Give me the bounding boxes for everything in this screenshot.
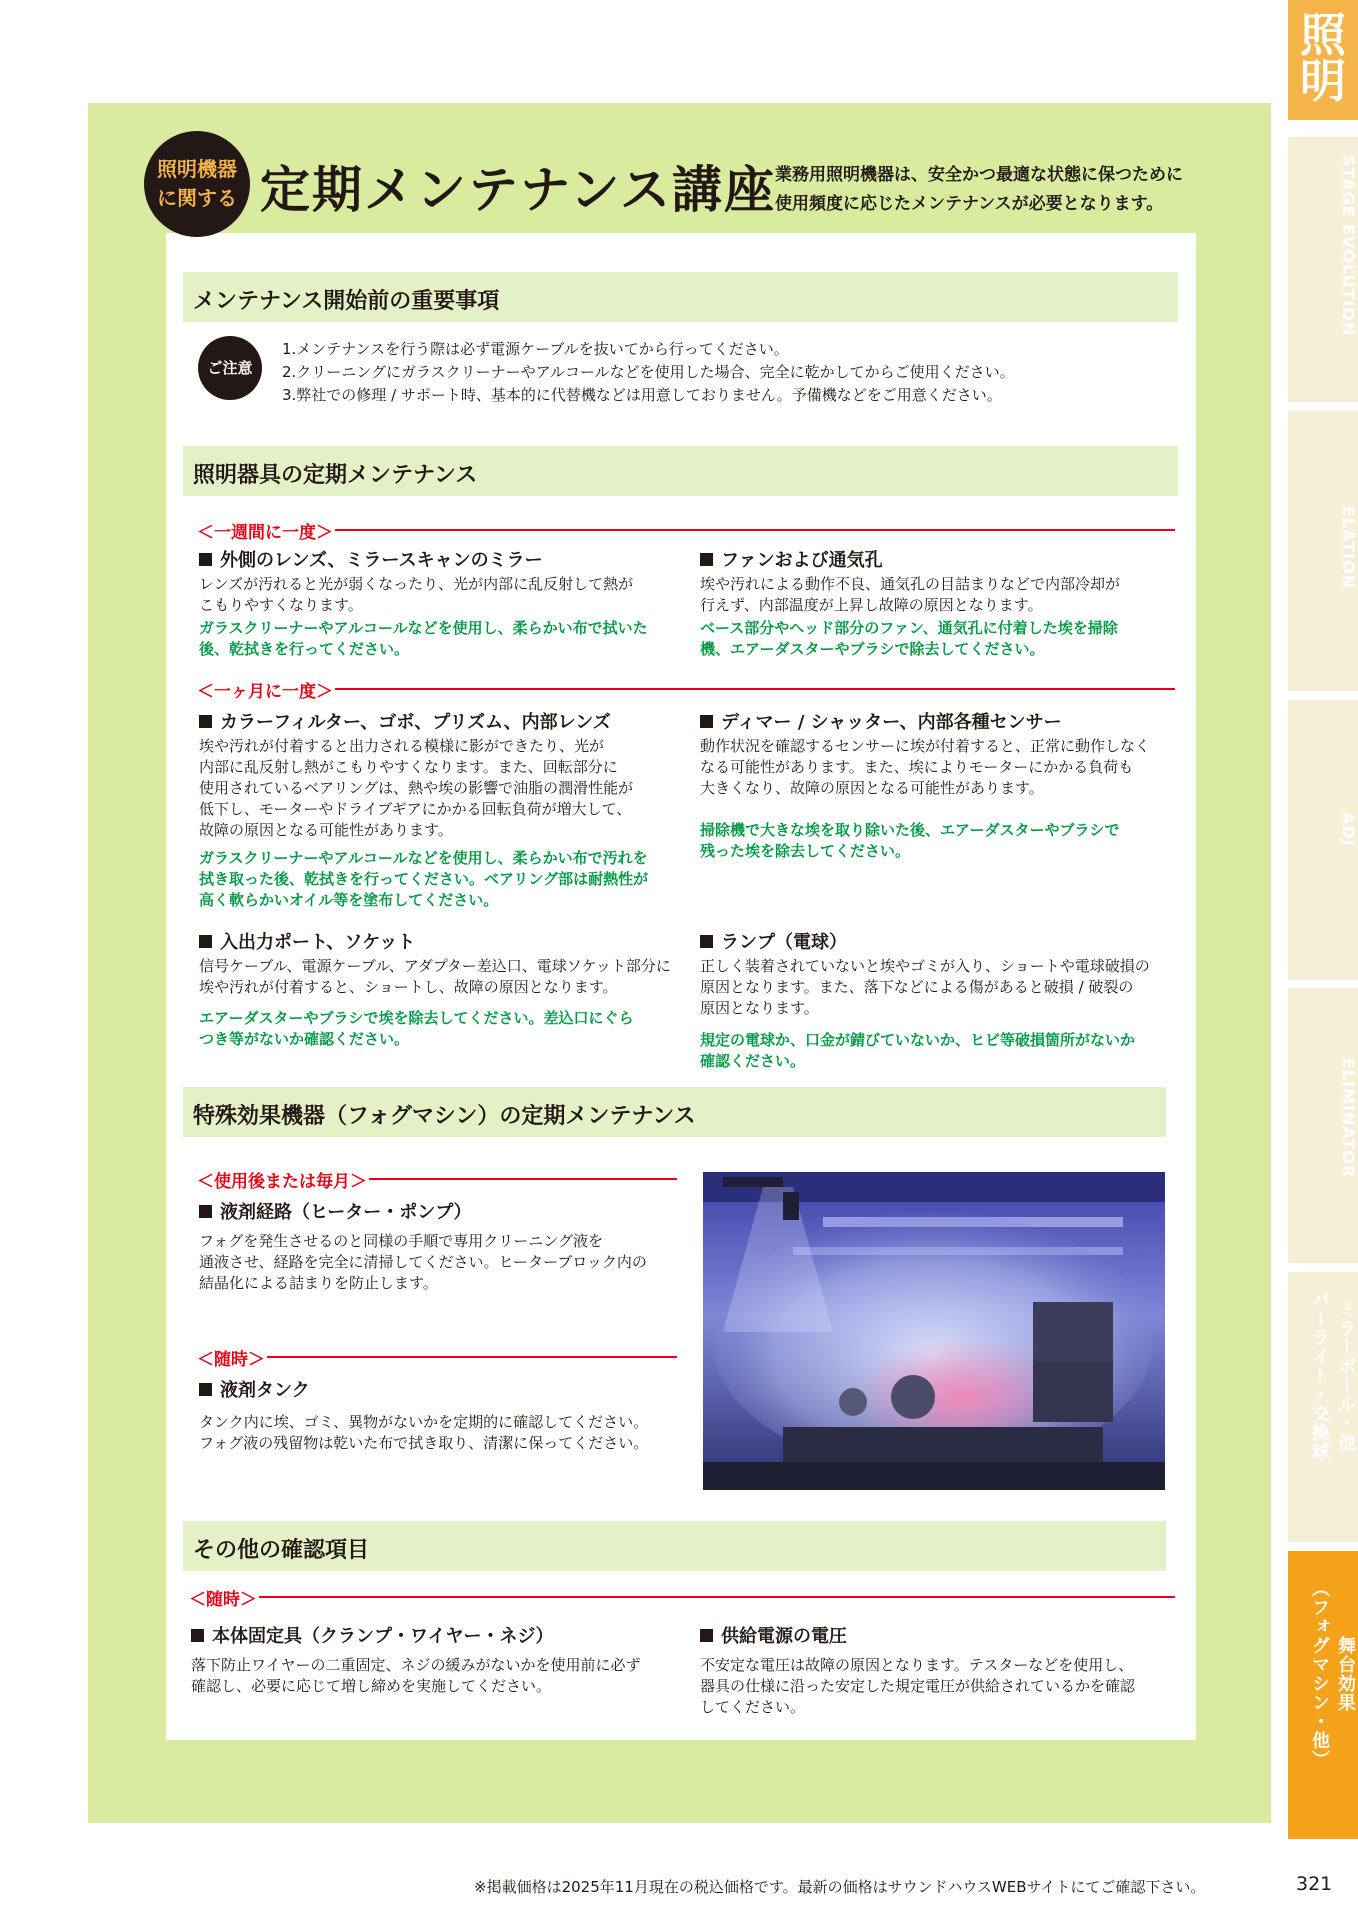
section-title: その他の確認項目 bbox=[193, 1538, 370, 1563]
text-line: 埃や汚れによる動作不良、通気孔の目詰まりなどで内部冷却が bbox=[700, 575, 1121, 593]
item-body bbox=[700, 574, 1180, 616]
text-line: してください。 bbox=[700, 1698, 806, 1716]
side-tab-stage-evolution[interactable] bbox=[1288, 137, 1358, 402]
item-body bbox=[700, 736, 1180, 799]
item-heading bbox=[199, 1376, 310, 1402]
text-line: 故障の原因となる可能性があります。 bbox=[199, 821, 453, 839]
text-line: タンク内に埃、ゴミ、異物がないかを定期的に確認してください。 bbox=[199, 1413, 649, 1431]
frequency-label: ＜一ヶ月に一度＞ bbox=[197, 677, 335, 702]
item-body bbox=[199, 1231, 689, 1294]
caution-note: 2.クリーニングにガラスクリーナーやアルコールなどを使用した場合、完全に乾かしてからご使用ください。 bbox=[282, 363, 1015, 381]
stage-illustration bbox=[703, 1172, 1165, 1490]
item-heading-text: ディマー / シャッター、内部各種センサー bbox=[721, 712, 1062, 733]
text-line: 確認し、必要に応じて増し締めを実施してください。 bbox=[191, 1677, 552, 1695]
side-tab-adj[interactable] bbox=[1288, 700, 1358, 980]
text-line: 通液させ、経路を完全に清掃してください。ヒーターブロック内の bbox=[199, 1253, 647, 1271]
frequency-label: ＜一週間に一度＞ bbox=[197, 518, 335, 543]
frequency-label: ＜随時＞ bbox=[189, 1585, 259, 1610]
item-action bbox=[700, 1030, 1180, 1072]
text-line: 確認ください。 bbox=[700, 1052, 806, 1070]
badge-line2: に関する bbox=[157, 186, 237, 210]
stage-fog-photo bbox=[703, 1172, 1165, 1490]
text-line: 行えず、内部温度が上昇し故障の原因となります。 bbox=[700, 596, 1043, 614]
item-body bbox=[199, 956, 689, 998]
section-header bbox=[183, 1087, 1166, 1137]
side-index bbox=[1288, 0, 1358, 1920]
item-action bbox=[199, 848, 689, 911]
caution-badge: ご注意 bbox=[198, 336, 262, 400]
item-heading bbox=[700, 546, 883, 572]
text-line: 不安定な電圧は故障の原因となります。テスターなどを使用し、 bbox=[700, 1656, 1134, 1674]
caution-note: 3.弊社での修理 / サポート時、基本的に代替機などは用意しておりません。予備機などをご用意ください。 bbox=[282, 386, 1002, 404]
item-heading bbox=[199, 708, 611, 734]
text-line: 原因となります。 bbox=[700, 999, 819, 1017]
square-bullet-icon bbox=[700, 1629, 713, 1642]
item-heading bbox=[191, 1622, 553, 1648]
text-line: 機、エアーダスターやブラシで除去してください。 bbox=[700, 640, 1045, 658]
item-heading-text: カラーフィルター、ゴボ、プリズム、内部レンズ bbox=[220, 712, 611, 733]
text-line: 残った埃を除去してください。 bbox=[700, 842, 911, 860]
text-line: 内部に乱反射し熱がこもりやすくなります。また、回転部分に bbox=[199, 758, 618, 776]
square-bullet-icon bbox=[191, 1629, 204, 1642]
red-divider bbox=[199, 529, 1175, 531]
side-tab-label: ELATION bbox=[1339, 506, 1358, 590]
text-line: 規定の電球か、口金が錆びていないか、ヒビ等破損箇所がないか bbox=[700, 1031, 1136, 1049]
text-line: 結晶化による詰まりを防止します。 bbox=[199, 1274, 438, 1292]
item-action bbox=[700, 820, 1180, 862]
item-action bbox=[700, 618, 1180, 660]
section-header bbox=[183, 1521, 1166, 1571]
section-header bbox=[183, 272, 1178, 322]
text-line: フォグを発生させるのと同様の手順で専用クリーニング液を bbox=[199, 1232, 603, 1250]
badge-line1: 照明機器 bbox=[157, 157, 237, 181]
text-line: ガラスクリーナーやアルコールなどを使用し、柔らかい布で汚れを bbox=[199, 849, 648, 867]
item-body bbox=[700, 956, 1180, 1019]
item-heading bbox=[199, 928, 415, 954]
item-body bbox=[199, 574, 679, 616]
text-line: 拭き取った後、乾拭きを行ってください。ベアリング部は耐熱性が bbox=[199, 870, 649, 888]
side-tab-label: ADJ bbox=[1339, 812, 1358, 847]
item-heading bbox=[199, 1198, 471, 1224]
text-line: 掃除機で大きな埃を取り除いた後、エアーダスターやブラシで bbox=[700, 821, 1120, 839]
square-bullet-icon bbox=[700, 715, 713, 728]
item-heading-text: 外側のレンズ、ミラースキャンのミラー bbox=[220, 550, 543, 571]
subtitle-line: 使用頻度に応じたメンテナンスが必要となります。 bbox=[775, 194, 1164, 214]
side-tab-mirrorball[interactable] bbox=[1288, 1272, 1358, 1542]
price-footnote: ※掲載価格は2025年11月現在の税込価格です。最新の価格はサウンドハウスWEBサイトにてご確認下さい。 bbox=[474, 1878, 1206, 1896]
square-bullet-icon bbox=[199, 935, 212, 948]
square-bullet-icon bbox=[199, 1205, 212, 1218]
item-heading-text: 液剤経路（ヒーター・ポンプ） bbox=[220, 1202, 472, 1223]
topic-badge bbox=[144, 131, 250, 237]
item-body bbox=[199, 1412, 689, 1454]
side-index-top bbox=[1288, 0, 1358, 120]
section-title: 特殊効果機器（フォグマシン）の定期メンテナンス bbox=[193, 1104, 696, 1129]
item-heading-text: 入出力ポート、ソケット bbox=[220, 932, 416, 953]
item-heading-text: ファンおよび通気孔 bbox=[721, 550, 883, 571]
text-line: 低下し、モーターやドライブギアにかかる回転負荷が増大して、 bbox=[199, 800, 632, 818]
text-line: 大きくなり、故障の原因となる可能性があります。 bbox=[700, 779, 1044, 797]
red-divider bbox=[199, 688, 1175, 690]
square-bullet-icon bbox=[700, 553, 713, 566]
text-line: ガラスクリーナーやアルコールなどを使用し、柔らかい布で拭いた bbox=[199, 619, 648, 637]
frequency-label: ＜使用後または毎月＞ bbox=[197, 1167, 369, 1192]
item-body bbox=[700, 1655, 1180, 1718]
side-tab-label: ミラーボール・他 パーライト・交換球 bbox=[1309, 1290, 1356, 1461]
square-bullet-icon bbox=[199, 715, 212, 728]
side-tab-eliminator[interactable] bbox=[1288, 988, 1358, 1263]
item-action bbox=[199, 618, 679, 660]
red-divider bbox=[199, 1356, 677, 1358]
text-line: 正しく装着されていないと埃やゴミが入り、ショートや電球破損の bbox=[700, 957, 1150, 975]
side-tab-label: STAGE EVOLUTION bbox=[1339, 155, 1358, 337]
text-line: ベース部分やヘッド部分のファン、通気孔に付着した埃を掃除 bbox=[700, 619, 1118, 637]
side-tab-label: ELIMINATOR bbox=[1339, 1058, 1358, 1179]
text-line: 器具の仕様に沿った安定した規定電圧が供給されているかを確認 bbox=[700, 1677, 1136, 1695]
item-heading bbox=[700, 928, 847, 954]
section-header bbox=[183, 446, 1178, 496]
subtitle-line: 業務用照明機器は、安全かつ最適な状態に保つために bbox=[775, 165, 1183, 185]
text-line: 信号ケーブル、電源ケーブル、アダプター差込口、電球ソケット部分に bbox=[199, 957, 671, 975]
square-bullet-icon bbox=[199, 1383, 212, 1396]
item-heading-text: 液剤タンク bbox=[220, 1380, 310, 1401]
item-heading bbox=[199, 546, 543, 572]
side-tab-elation[interactable] bbox=[1288, 411, 1358, 691]
item-heading-text: 本体固定具（クランプ・ワイヤー・ネジ） bbox=[212, 1626, 554, 1647]
caution-note: 1.メンテナンスを行う際は必ず電源ケーブルを抜いてから行ってください。 bbox=[282, 340, 789, 358]
text-line: つき等がないか確認ください。 bbox=[199, 1030, 410, 1048]
text-line: なる可能性があります。また、埃によりモーターにかかる負荷も bbox=[700, 758, 1134, 776]
frequency-label: ＜随時＞ bbox=[197, 1345, 267, 1370]
red-divider bbox=[191, 1596, 1175, 1598]
item-action bbox=[199, 1008, 689, 1050]
text-line: 高く軟らかいオイル等を塗布してください。 bbox=[199, 891, 499, 909]
text-line: 落下防止ワイヤーの二重固定、ネジの緩みがないかを使用前に必ず bbox=[191, 1656, 641, 1674]
text-line: レンズが汚れると光が弱くなったり、光が内部に乱反射して熱が bbox=[199, 575, 634, 593]
side-index-top-label: 照 明 bbox=[1300, 8, 1346, 108]
side-tab-label: 舞台効果 （フォグマシン・他） bbox=[1309, 1579, 1356, 1769]
item-heading-text: ランプ（電球） bbox=[721, 932, 847, 953]
page-title: 定期メンテナンス講座 bbox=[260, 161, 776, 219]
square-bullet-icon bbox=[199, 553, 212, 566]
item-heading bbox=[700, 1622, 847, 1648]
text-line: 原因となります。また、落下などによる傷があると破損 / 破裂の bbox=[700, 978, 1134, 996]
section-title: 照明器具の定期メンテナンス bbox=[193, 463, 478, 488]
side-tab-stage-effects[interactable] bbox=[1288, 1551, 1358, 1839]
text-line: 後、乾拭きを行ってください。 bbox=[199, 640, 410, 658]
page-subtitle bbox=[775, 161, 1183, 219]
text-line: 動作状況を確認するセンサーに埃が付着すると、正常に動作しなく bbox=[700, 737, 1151, 755]
text-line: 埃や汚れが付着すると出力される模様に影ができたり、光が bbox=[199, 737, 605, 755]
item-body bbox=[191, 1655, 686, 1697]
item-body bbox=[199, 736, 689, 841]
square-bullet-icon bbox=[700, 935, 713, 948]
text-line: 使用されているベアリングは、熱や埃の影響で油脂の潤滑性能が bbox=[199, 779, 634, 797]
text-line: エアーダスターやブラシで埃を除去してください。差込口にぐら bbox=[199, 1009, 634, 1027]
page-number: 321 bbox=[1296, 1873, 1333, 1895]
item-heading bbox=[700, 708, 1062, 734]
text-line: 埃や汚れが付着すると、ショートし、故障の原因となります。 bbox=[199, 978, 618, 996]
text-line: こもりやすくなります。 bbox=[199, 596, 363, 614]
text-line: フォグ液の残留物は乾いた布で拭き取り、清潔に保ってください。 bbox=[199, 1434, 649, 1452]
item-heading-text: 供給電源の電圧 bbox=[721, 1626, 847, 1647]
section-title: メンテナンス開始前の重要事項 bbox=[193, 289, 500, 314]
